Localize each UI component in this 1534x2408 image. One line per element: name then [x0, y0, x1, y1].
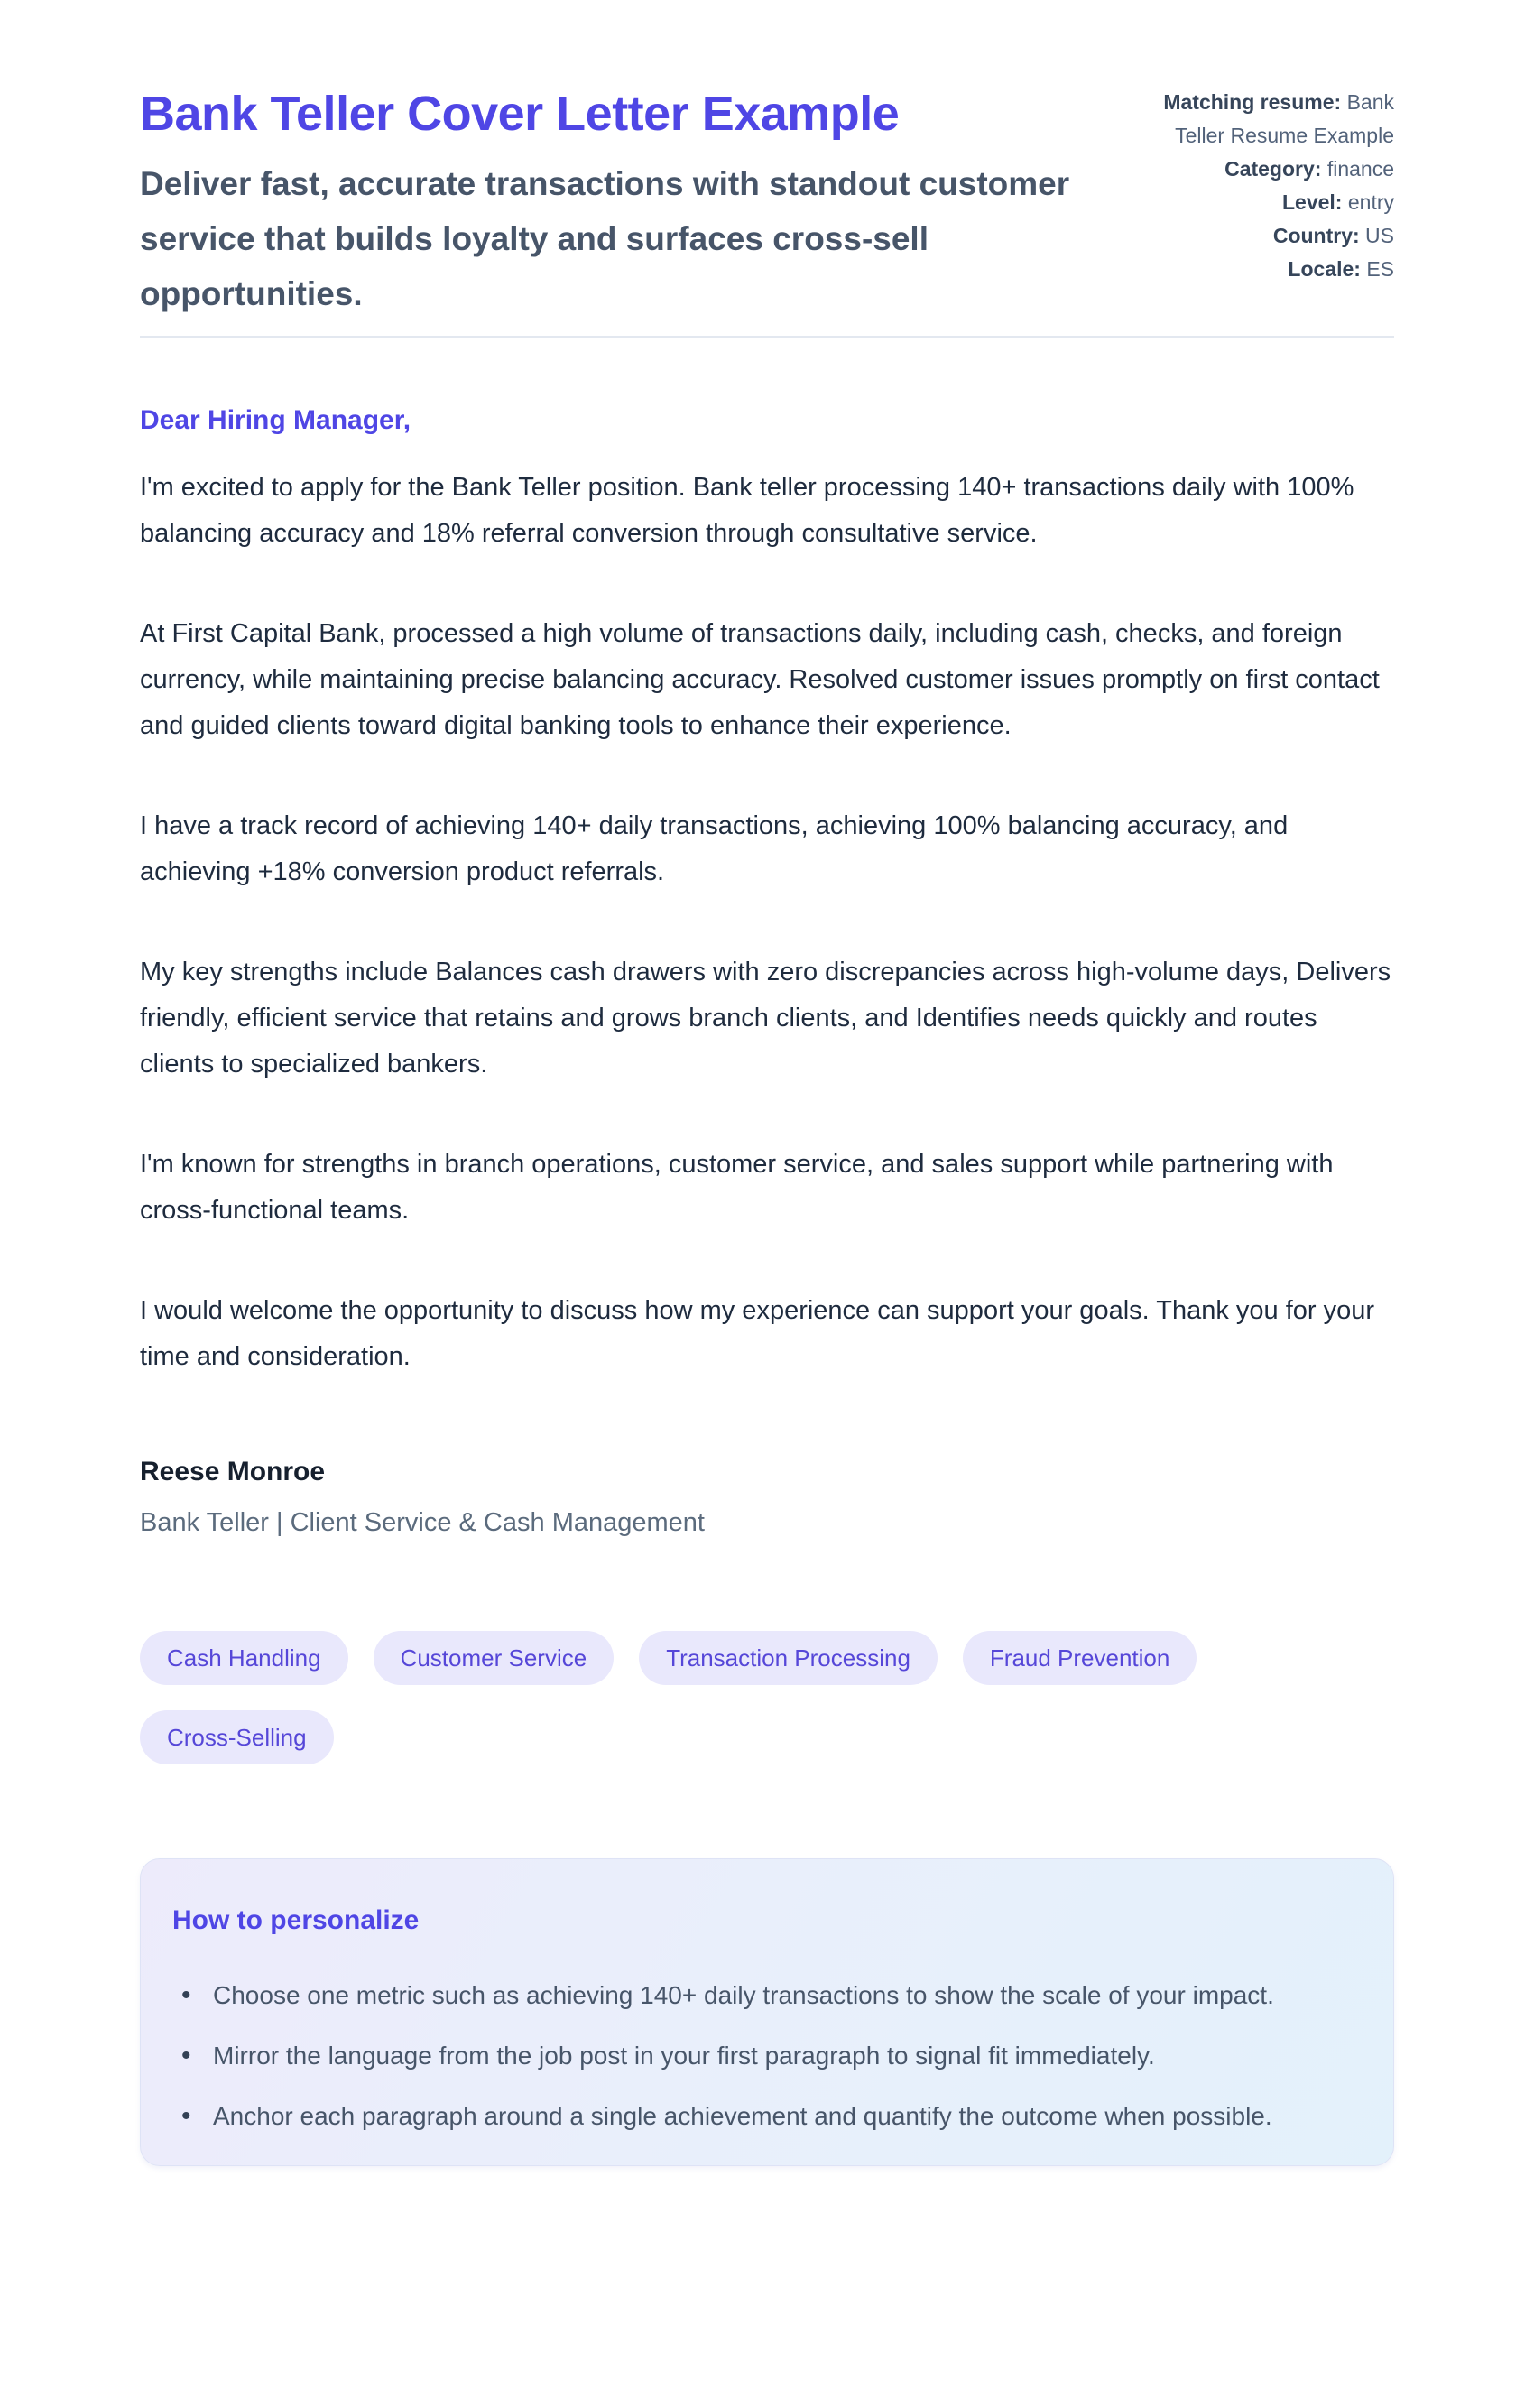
meta-label: Locale:: [1288, 257, 1361, 281]
divider: [140, 336, 1394, 338]
bullet-item: • Choose one metric such as achieving 140+ daily transactions to show the scale of your impact.: [172, 1971, 1357, 2019]
meta-label: Country:: [1272, 224, 1360, 247]
tag-pill-customer-service[interactable]: Customer Service: [374, 1631, 615, 1685]
signature-name: Reese Monroe: [140, 1457, 326, 1486]
signature-role: Bank Teller | Client Service & Cash Management: [140, 1508, 705, 1537]
bullet-item: • Anchor each paragraph around a single achievement and quantify the outcome when possible.: [172, 2092, 1357, 2140]
tag-pill-cash-handling[interactable]: Cash Handling: [140, 1631, 348, 1685]
meta-value: ES: [1366, 257, 1394, 281]
header: [140, 84, 1394, 321]
letter-paragraph: My key strengths include Balances cash drawers with zero discrepancies across high-volume days, Delivers friendly, efficient service that retains and grows branch clients, and Identifies needs quickly and routes clients to specialized bankers.: [140, 958, 1391, 1079]
meta-row-matching-resume: [1149, 86, 1394, 153]
letter-paragraph: I'm known for strengths in branch operations, customer service, and sales support while partnering with cross-functional teams.: [140, 1150, 1334, 1225]
meta-row-locale: [1149, 253, 1394, 286]
personalize-card-title: How to personalize: [172, 1905, 420, 1935]
tag-pill-cross-selling[interactable]: Cross-Selling: [140, 1710, 334, 1764]
letter-paragraph: At First Capital Bank, processed a high volume of transactions daily, including cash, checks, and foreign currency, while maintaining precise balancing accuracy. Resolved customer issues promptly on first contact and guided clients toward digital banking tools to enhance their experience.: [140, 619, 1380, 740]
meta-value: entry: [1347, 190, 1394, 214]
meta-value: US: [1365, 224, 1394, 247]
personalize-card: [140, 1858, 1394, 2166]
skill-tags: [140, 1631, 1394, 1764]
cover-letter-body: [140, 403, 1394, 1541]
page-title: Bank Teller Cover Letter Example: [140, 87, 900, 141]
meta-row-country: [1149, 219, 1394, 253]
meta-label: Level:: [1281, 190, 1343, 214]
meta-value: finance: [1326, 157, 1394, 181]
meta-row-level: [1149, 186, 1394, 219]
letter-paragraph: I would welcome the opportunity to discuss how my experience can support your goals. Thank you for your time and consideration.: [140, 1296, 1375, 1371]
meta-value: Bank Teller Resume Example: [1175, 90, 1394, 147]
page-subtitle: Deliver fast, accurate transactions with standout customer service that builds loyalty and surfaces cross-sell opportunities.: [140, 165, 1070, 312]
letter-paragraph: I'm excited to apply for the Bank Teller position. Bank teller processing 140+ transactions daily with 100% balancing accuracy and 18% referral conversion through consultative service.: [140, 473, 1354, 548]
tag-pill-transaction-processing[interactable]: Transaction Processing: [639, 1631, 938, 1685]
meta-row-category: [1149, 153, 1394, 186]
letter-paragraph: I have a track record of achieving 140+ daily transactions, achieving 100% balancing accuracy, and achieving +18% conversion product referrals.: [140, 811, 1289, 886]
personalize-bullet-list: [172, 1971, 1357, 2140]
bullet-item: • Mirror the language from the job post in your first paragraph to signal fit immediately.: [172, 2032, 1357, 2079]
meta-block: [1149, 86, 1394, 286]
tag-pill-fraud-prevention[interactable]: Fraud Prevention: [963, 1631, 1197, 1685]
meta-label: Category:: [1224, 157, 1322, 181]
meta-label: Matching resume:: [1163, 90, 1342, 114]
header-headings: [140, 84, 1087, 321]
letter-greeting: Dear Hiring Manager,: [140, 405, 411, 435]
